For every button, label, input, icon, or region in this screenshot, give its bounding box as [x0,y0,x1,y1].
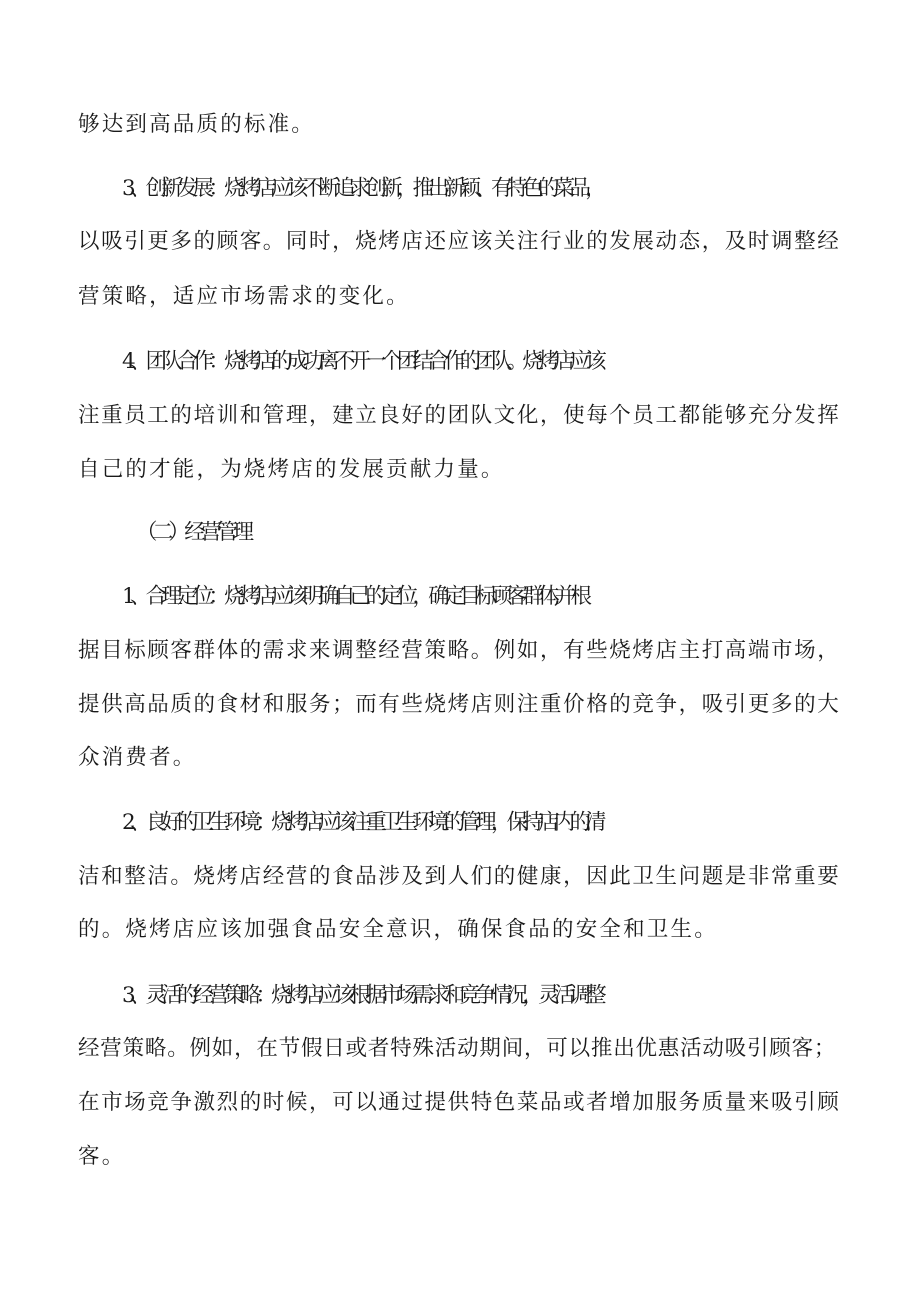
paragraph-hygiene-line-3: 的。烧烤店应该加强食品安全意识，确保食品的安全和卫生。 [78,917,718,942]
paragraph-hygiene-line-1: 2、良好的卫生环境：烧烤店应该注重卫生环境的管理，保持店内的清 [122,810,601,835]
paragraph-teamwork-line-2: 注重员工的培训和管理，建立良好的团队文化，使每个员工都能够充分发挥 [78,403,841,428]
paragraph-teamwork-line-3: 自己的才能，为烧烤店的发展贡献力量。 [78,457,505,482]
paragraph-continuation-line: 够达到高品质的标准。 [78,112,316,137]
paragraph-strategy-line-3: 在市场竞争激烈的时候，可以通过提供特色菜品或者增加服务质量来吸引顾 [78,1090,841,1115]
paragraph-strategy-line-4: 客。 [78,1144,126,1169]
paragraph-strategy-line-1: 3、灵活的经营策略：烧烤店应该根据市场需求和竞争情况，灵活调整 [122,983,601,1008]
paragraph-innovation-line-2: 以吸引更多的顾客。同时，烧烤店还应该关注行业的发展动态，及时调整经 [78,229,841,254]
paragraph-innovation-line-1: 3、创新发展：烧烤店应该不断追求创新，推出新颖、有特色的菜品， [122,176,601,201]
paragraph-positioning-line-2: 据目标顾客群体的需求来调整经营策略。例如，有些烧烤店主打高端市场， [78,638,841,663]
paragraph-strategy-line-2: 经营策略。例如，在节假日或者特殊活动期间，可以推出优惠活动吸引顾客； [78,1036,837,1061]
paragraph-innovation-line-3: 营策略，适应市场需求的变化。 [78,284,410,309]
paragraph-teamwork-line-1: 4、团队合作：烧烤店的成功离不开一个团结合作的团队。烧烤店应该 [122,349,601,374]
paragraph-hygiene-line-2: 洁和整洁。烧烤店经营的食品涉及到人们的健康，因此卫生问题是非常重要 [78,864,841,889]
paragraph-positioning-line-1: 1、合理定位：烧烤店应该明确自己的定位，确定目标顾客群体,并根 [122,584,587,609]
paragraph-positioning-line-4: 众消费者。 [78,745,197,770]
section-heading: （二）经营管理 [136,520,249,545]
paragraph-positioning-line-3: 提供高品质的食材和服务；而有些烧烤店则注重价格的竞争，吸引更多的大 [78,692,841,717]
